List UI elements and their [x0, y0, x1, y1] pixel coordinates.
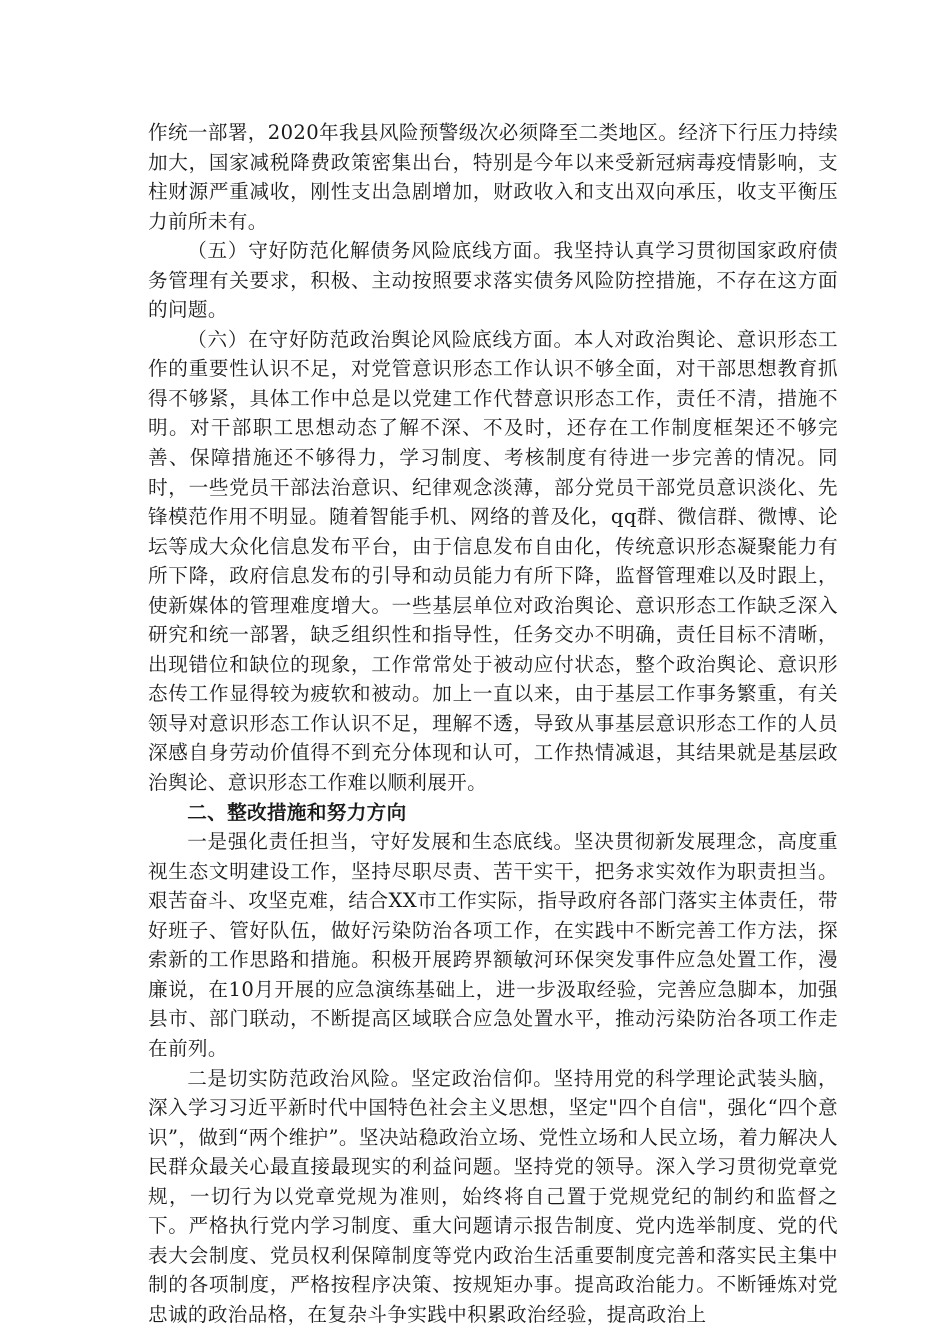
- paragraph-public-opinion-risk: （六）在守好防范政治舆论风险底线方面。本人对政治舆论、意识形态工作的重要性认识不足，对党管意识形态工作认识不够全面，对干部思想教育抓得不够紧，具体工作中总是以党建工作代替意识形态工作，责任不清，措施不明。对干部职工思想动态了解不深、不及时，还存在工作制度框架还不够完善、保障措施还不够得力，学习制度、考核制度有待进一步完善的情况。同时，一些党员干部法治意识、纪律观念淡薄，部分党员干部党员意识淡化、先锋模范作用不明显。随着智能手机、网络的普及化，qq群、微信群、微博、论坛等成大众化信息发布平台，由于信息发布自由化，传统意识形态凝聚能力有所下降，政府信息发布的引导和动员能力有所下降，监督管理难以及时跟上，使新媒体的管理难度增大。一些基层单位对政治舆论、意识形态工作缺乏深入研究和统一部署，缺乏组织性和指导性，任务交办不明确，责任目标不清晰，出现错位和缺位的现象，工作常常处于被动应付状态，整个政治舆论、意识形态传工作显得较为疲软和被动。加上一直以来，由于基层工作事务繁重，有关领导对意识形态工作认识不足，理解不透，导致从事基层意识形态工作的人员深感自身劳动价值得不到充分体现和认可，工作热情减退，其结果就是基层政治舆论、意识形态工作难以顺利展开。: [148, 327, 838, 795]
- paragraph-continuation: 作统一部署，2020年我县风险预警级次必须降至二类地区。经济下行压力持续加大，国家减税降费政策密集出台，特别是今年以来受新冠病毒疫情影响，支柱财源严重减收，刚性支出急剧增加，财政收入和支出双向承压，收支平衡压力前所未有。: [148, 121, 838, 233]
- section-heading: 二、整改措施和努力方向: [187, 800, 407, 824]
- paragraph-debt-risk: （五）守好防范化解债务风险底线方面。我坚持认真学习贯彻国家政府债务管理有关要求，积极、主动按照要求落实债务风险防控措施，不存在这方面的问题。: [148, 239, 838, 322]
- document-page: [148, 118, 838, 1329]
- paragraph-measure-two: 二是切实防范政治风险。坚定政治信仰。坚持用党的科学理论武装头脑，深入学习习近平新时代中国特色社会主义思想，坚定"四个自信"，强化“四个意识”，做到“两个维护”。坚决站稳政治立场、党性立场和人民立场，着力解决人民群众最关心最直接最现实的利益问题。坚持党的领导。深入学习贯彻党章党规，一切行为以党章党规为准则，始终将自己置于党规党纪的制约和监督之下。严格执行党内学习制度、重大问题请示报告制度、党内选举制度、党的代表大会制度、党员权利保障制度等党内政治生活重要制度完善和落实民主集中制的各项制度，严格按程序决策、按规矩办事。提高政治能力。不断锤炼对党忠诚的政治品格，在复杂斗争实践中积累政治经验，提高政治上: [148, 1066, 838, 1326]
- paragraph-measure-one: 一是强化责任担当，守好发展和生态底线。坚决贯彻新发展理念，高度重视生态文明建设工作，坚持尽职尽责、苦干实干，把务求实效作为职责担当。艰苦奋斗、攻坚克难，结合XX市工作实际，指导政府各部门落实主体责任，带好班子、管好队伍，做好污染防治各项工作，在实践中不断完善工作方法，探索新的工作思路和措施。积极开展跨界额敏河环保突发事件应急处置工作，漫廉说，在10月开展的应急演练基础上，进一步汲取经验，完善应急脚本，加强县市、部门联动，不断提高区域联合应急处置水平，推动污染防治各项工作走在前列。: [148, 830, 838, 1060]
